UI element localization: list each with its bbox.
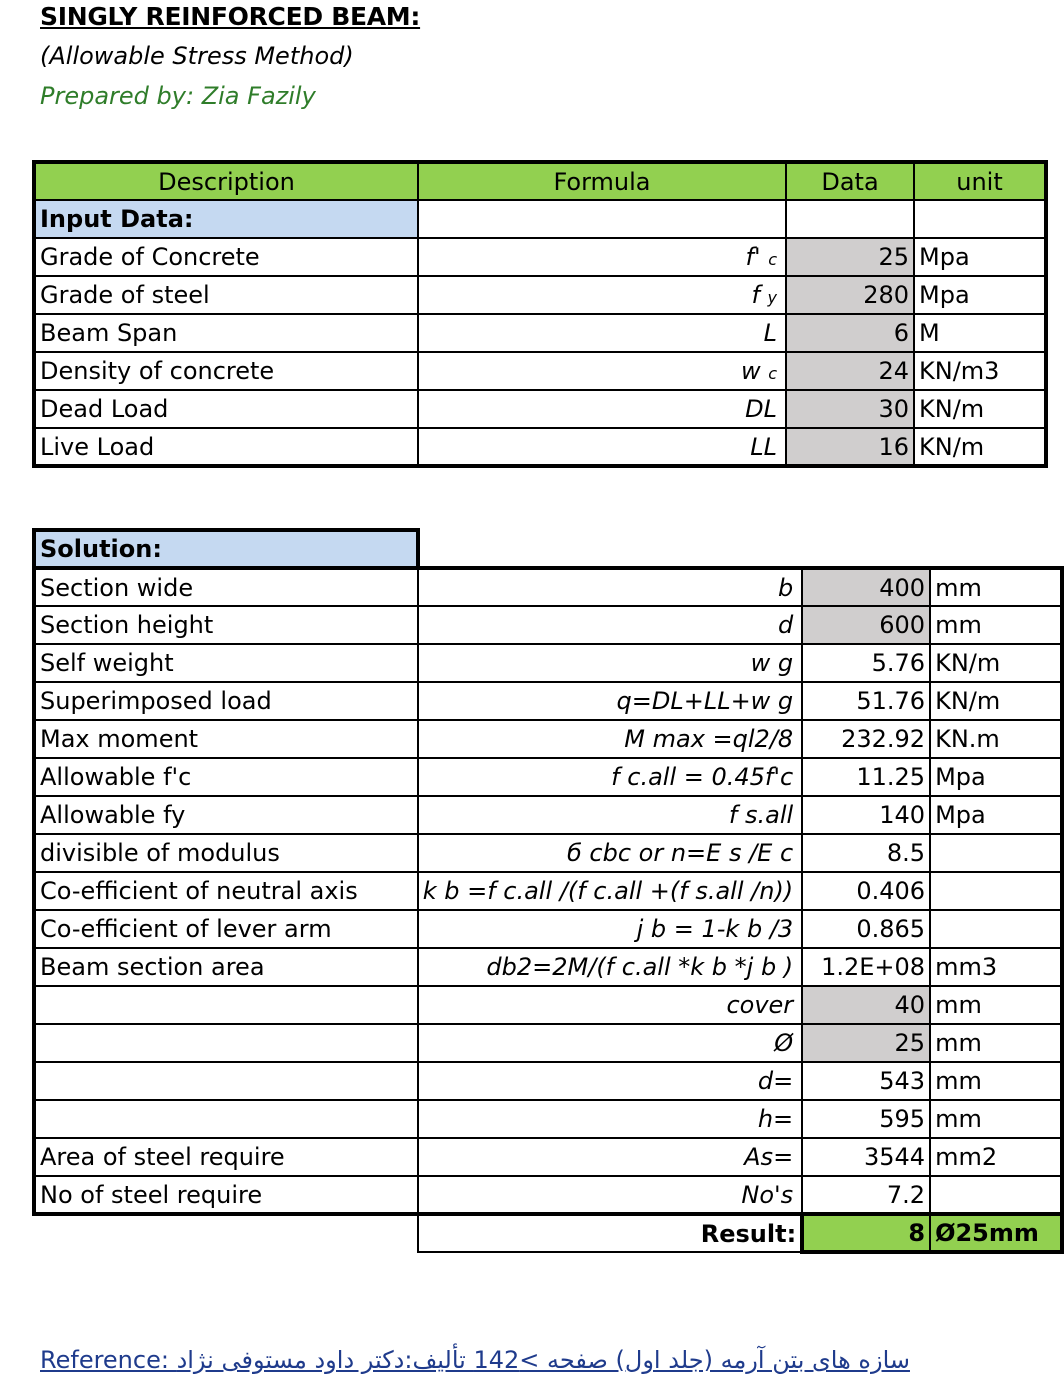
input-row	[34, 352, 1046, 390]
solution-unit: mm	[930, 1062, 1062, 1100]
solution-unit: Mpa	[930, 758, 1062, 796]
solution-unit: mm	[930, 568, 1062, 606]
solution-row	[34, 720, 1062, 758]
page-title: SINGLY REINFORCED BEAM:	[40, 2, 421, 31]
input-symbol	[418, 390, 786, 428]
input-unit: KN/m	[914, 428, 1046, 466]
solution-unit: KN/m	[930, 682, 1062, 720]
result-label: Result:	[418, 1214, 802, 1252]
solution-value: 3544	[802, 1138, 930, 1176]
solution-row	[34, 1176, 1062, 1214]
input-description: Beam Span	[34, 314, 418, 352]
solution-formula: f s.all	[418, 796, 802, 834]
solution-formula: d=	[418, 1062, 802, 1100]
solution-row	[34, 796, 1062, 834]
input-value: 16	[786, 428, 914, 466]
input-value: 30	[786, 390, 914, 428]
solution-formula: k b =f c.all /(f c.all +(f s.all /n))	[418, 872, 802, 910]
solution-unit: Mpa	[930, 796, 1062, 834]
solution-row	[34, 606, 1062, 644]
solution-description: No of steel require	[34, 1176, 418, 1214]
solution-row	[34, 1138, 1062, 1176]
solution-unit	[930, 1176, 1062, 1214]
result-value: 8	[802, 1214, 930, 1252]
symbol-main: f	[751, 281, 768, 309]
header-description: Description	[34, 162, 418, 200]
input-description: Density of concrete	[34, 352, 418, 390]
solution-value: 11.25	[802, 758, 930, 796]
empty-cell	[930, 530, 1062, 568]
solution-value: 5.76	[802, 644, 930, 682]
symbol-subscript: c	[768, 364, 777, 383]
solution-value: 0.406	[802, 872, 930, 910]
solution-table	[32, 528, 1064, 1254]
solution-unit: mm	[930, 1024, 1062, 1062]
result-unit: Ø25mm	[930, 1214, 1062, 1252]
prepared-by: Prepared by: Zia Fazily	[40, 82, 316, 110]
solution-unit	[930, 910, 1062, 948]
page-subtitle: (Allowable Stress Method)	[40, 42, 354, 70]
solution-unit	[930, 834, 1062, 872]
solution-formula: As=	[418, 1138, 802, 1176]
solution-formula: cover	[418, 986, 802, 1024]
solution-value: 232.92	[802, 720, 930, 758]
solution-formula: d	[418, 606, 802, 644]
input-row	[34, 276, 1046, 314]
solution-value: 140	[802, 796, 930, 834]
solution-formula: Ø	[418, 1024, 802, 1062]
solution-section-row	[34, 530, 1062, 568]
input-row	[34, 314, 1046, 352]
input-description: Grade of steel	[34, 276, 418, 314]
solution-value: 51.76	[802, 682, 930, 720]
solution-value: 0.865	[802, 910, 930, 948]
solution-description	[34, 1100, 418, 1138]
header-unit: unit	[914, 162, 1046, 200]
solution-row	[34, 834, 1062, 872]
input-rows	[34, 238, 1046, 466]
solution-value: 25	[802, 1024, 930, 1062]
solution-description	[34, 986, 418, 1024]
empty-cell	[786, 200, 914, 238]
solution-description: Max moment	[34, 720, 418, 758]
solution-description: Co-efficient of neutral axis	[34, 872, 418, 910]
header-formula: Formula	[418, 162, 786, 200]
input-unit: KN/m	[914, 390, 1046, 428]
solution-value: 7.2	[802, 1176, 930, 1214]
input-value: 25	[786, 238, 914, 276]
solution-unit: mm	[930, 606, 1062, 644]
symbol-main: f'	[745, 243, 769, 271]
empty-cell	[418, 530, 802, 568]
solution-description	[34, 1024, 418, 1062]
solution-row	[34, 872, 1062, 910]
solution-row	[34, 986, 1062, 1024]
header-row	[34, 162, 1046, 200]
solution-formula: No's	[418, 1176, 802, 1214]
input-description: Grade of Concrete	[34, 238, 418, 276]
input-section-label: Input Data:	[34, 200, 418, 238]
solution-description: Allowable fy	[34, 796, 418, 834]
solution-row	[34, 568, 1062, 606]
solution-description: Section wide	[34, 568, 418, 606]
solution-unit	[930, 872, 1062, 910]
input-symbol	[418, 352, 786, 390]
solution-description: Self weight	[34, 644, 418, 682]
solution-unit: mm	[930, 1100, 1062, 1138]
solution-formula: M max =ql2/8	[418, 720, 802, 758]
solution-value: 1.2E+08	[802, 948, 930, 986]
solution-description: Area of steel require	[34, 1138, 418, 1176]
solution-unit: mm2	[930, 1138, 1062, 1176]
solution-description	[34, 1062, 418, 1100]
symbol-subscript: y	[767, 288, 777, 307]
input-section-row	[34, 200, 1046, 238]
input-symbol	[418, 428, 786, 466]
solution-unit: KN/m	[930, 644, 1062, 682]
result-row	[34, 1214, 1062, 1252]
reference-label: Reference:	[40, 1346, 177, 1374]
input-value: 280	[786, 276, 914, 314]
solution-row	[34, 1100, 1062, 1138]
input-row	[34, 238, 1046, 276]
symbol-main: DL	[745, 395, 777, 423]
input-value: 6	[786, 314, 914, 352]
solution-row	[34, 1062, 1062, 1100]
solution-formula: q=DL+LL+w g	[418, 682, 802, 720]
header-data: Data	[786, 162, 914, 200]
empty-cell	[418, 200, 786, 238]
solution-formula: db2=2M/(f c.all *k b *j b )	[418, 948, 802, 986]
solution-value: 400	[802, 568, 930, 606]
input-description: Live Load	[34, 428, 418, 466]
empty-cell	[914, 200, 1046, 238]
input-value: 24	[786, 352, 914, 390]
input-symbol	[418, 238, 786, 276]
solution-row	[34, 758, 1062, 796]
symbol-main: LL	[750, 432, 777, 461]
solution-unit: KN.m	[930, 720, 1062, 758]
input-unit: M	[914, 314, 1046, 352]
input-unit: Mpa	[914, 276, 1046, 314]
solution-unit: mm	[930, 986, 1062, 1024]
solution-formula: f c.all = 0.45f'c	[418, 758, 802, 796]
solution-value: 543	[802, 1062, 930, 1100]
solution-description: Co-efficient of lever arm	[34, 910, 418, 948]
symbol-subscript: c	[768, 250, 777, 269]
solution-formula: b	[418, 568, 802, 606]
solution-row	[34, 910, 1062, 948]
input-description: Dead Load	[34, 390, 418, 428]
symbol-main: w	[740, 357, 769, 385]
solution-description: Allowable f'c	[34, 758, 418, 796]
solution-value: 40	[802, 986, 930, 1024]
input-symbol	[418, 314, 786, 352]
solution-description: Superimposed load	[34, 682, 418, 720]
input-symbol	[418, 276, 786, 314]
solution-formula: б cbc or n=E s /E c	[418, 834, 802, 872]
input-table	[32, 160, 1048, 468]
solution-formula: j b = 1-k b /3	[418, 910, 802, 948]
solution-description: Section height	[34, 606, 418, 644]
input-unit: Mpa	[914, 238, 1046, 276]
empty-cell	[34, 1214, 418, 1252]
solution-description: Beam section area	[34, 948, 418, 986]
solution-rows	[34, 568, 1062, 1214]
symbol-main: L	[763, 319, 777, 347]
input-unit: KN/m3	[914, 352, 1046, 390]
reference-note	[40, 1346, 910, 1374]
solution-value: 600	[802, 606, 930, 644]
solution-row	[34, 948, 1062, 986]
solution-value: 8.5	[802, 834, 930, 872]
solution-row	[34, 1024, 1062, 1062]
solution-description: divisible of modulus	[34, 834, 418, 872]
solution-row	[34, 682, 1062, 720]
solution-formula: w g	[418, 644, 802, 682]
input-row	[34, 390, 1046, 428]
solution-row	[34, 644, 1062, 682]
solution-value: 595	[802, 1100, 930, 1138]
solution-formula: h=	[418, 1100, 802, 1138]
empty-cell	[802, 530, 930, 568]
solution-section-label: Solution:	[34, 530, 418, 568]
solution-unit: mm3	[930, 948, 1062, 986]
reference-text: سازه های بتن آرمه (جلد اول) صفحه >142 تألیف:دکتر داود مستوفی نژاد	[176, 1346, 910, 1374]
input-row	[34, 428, 1046, 466]
